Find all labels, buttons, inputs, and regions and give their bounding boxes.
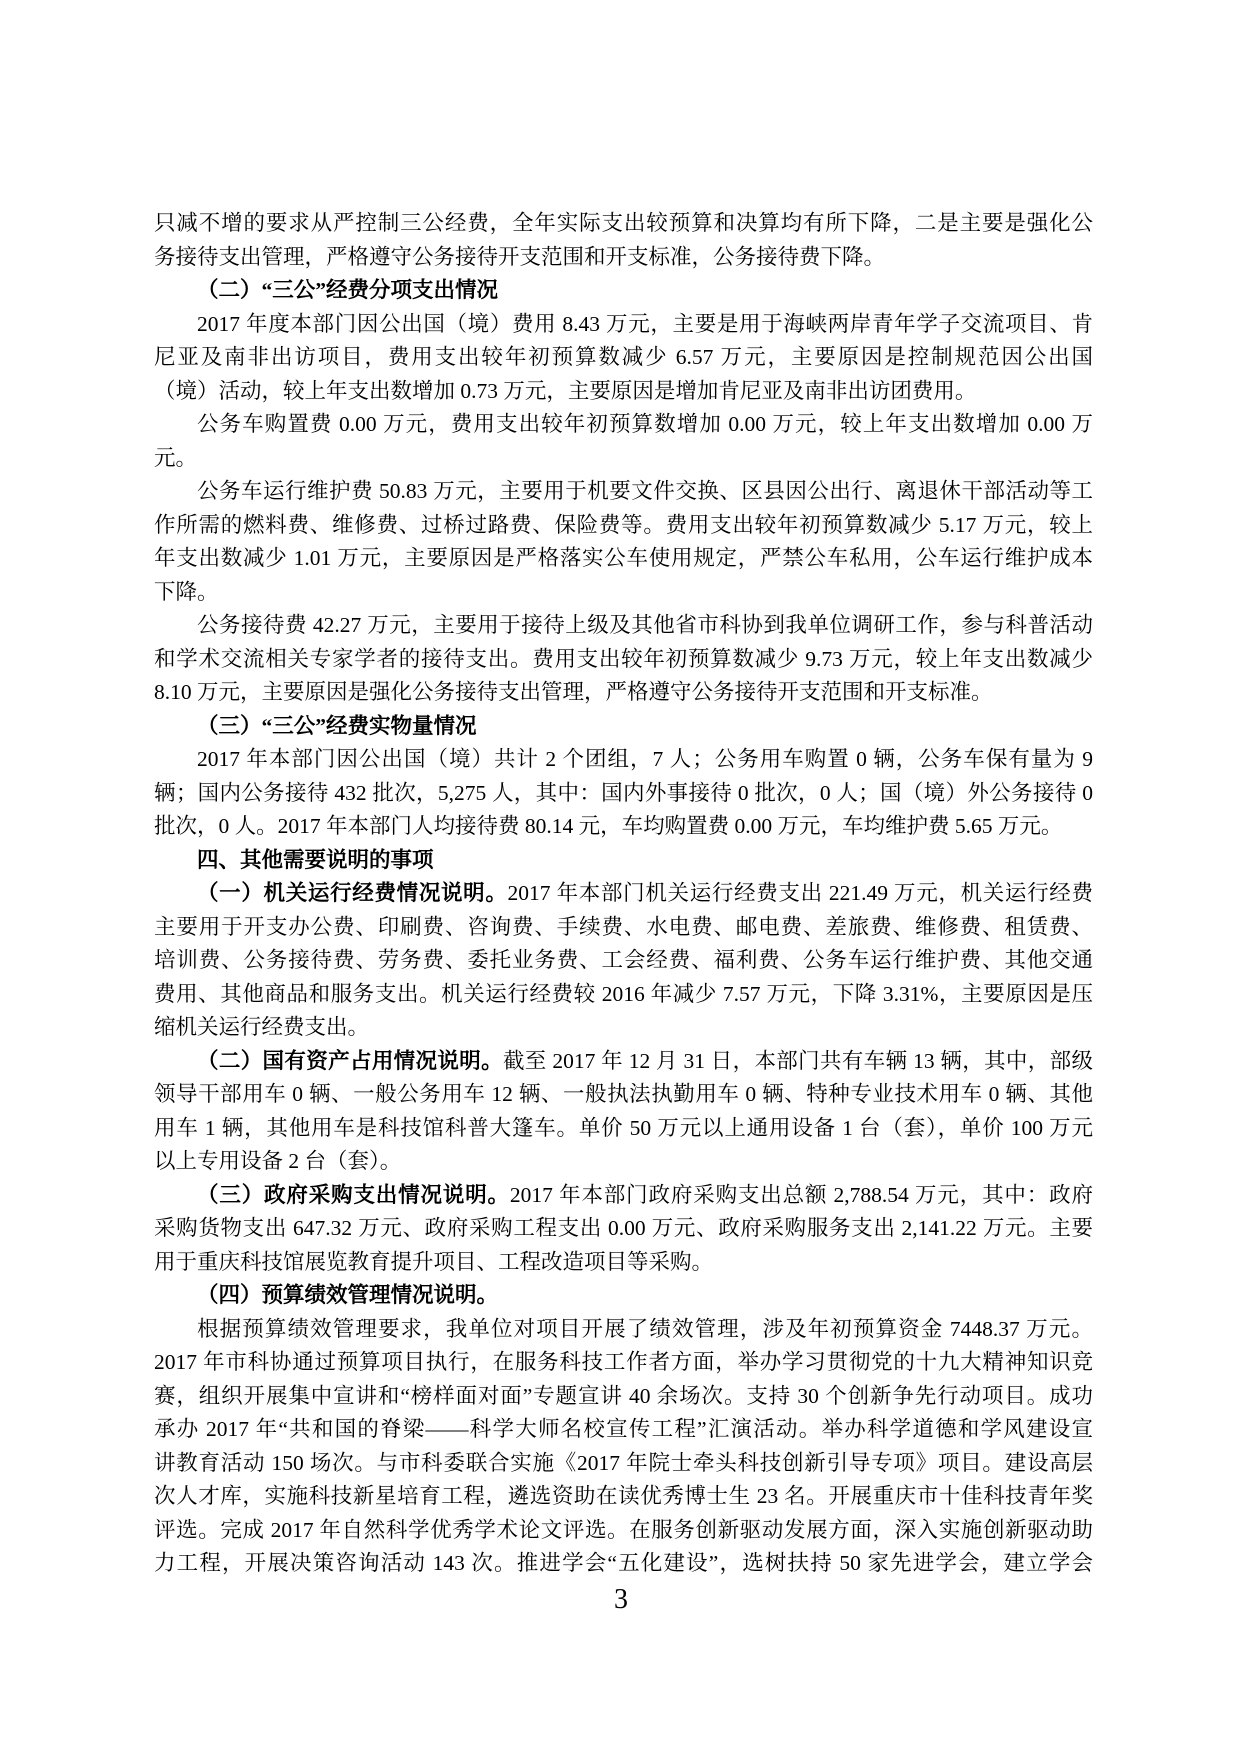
paragraph	[154, 877, 1093, 1045]
paragraph	[154, 408, 1093, 475]
paragraph-line: 采购货物支出 647.32 万元、政府采购工程支出 0.00 万元、政府采购服务支出 2,141.22 万元。主要	[154, 1216, 1093, 1240]
paragraph-line: 根据预算绩效管理要求，我单位对项目开展了绩效管理，涉及年初预算资金 7448.37 万元。	[197, 1316, 1093, 1341]
paragraph-line	[154, 1179, 1093, 1213]
paragraph	[154, 475, 1093, 609]
paragraph-line: 力工程，开展决策咨询活动 143 次。推进学会“五化建设”，选树扶持 50 家先进学会，建立学会	[154, 1551, 1093, 1575]
paragraph-line: 务接待支出管理，严格遵守公务接待开支范围和开支标准，公务接待费下降。	[154, 244, 886, 269]
document-body	[154, 207, 1093, 1581]
paragraph-line: 元。	[154, 445, 198, 470]
paragraph-line: 承办 2017 年“共和国的脊梁——科学大师名校宣传工程”汇演活动。举办科学道德和学风建设宣	[154, 1417, 1093, 1441]
paragraph-line	[154, 1045, 1093, 1079]
paragraph-line: （境）活动，较上年支出数增加 0.73 万元，主要原因是增加肯尼亚及南非出访团费用。	[154, 378, 977, 403]
subsection-lead: （二）国有资产占用情况说明。	[197, 1048, 503, 1073]
section-heading: （四）预算绩效管理情况说明。	[197, 1283, 499, 1307]
paragraph	[154, 1045, 1093, 1179]
paragraph-line: 培训费、公务接待费、劳务费、委托业务费、工会经费、福利费、公务车运行维护费、其他交通	[154, 948, 1093, 972]
paragraph-line	[154, 877, 1093, 911]
paragraph-line: 以上专用设备 2 台（套）。	[154, 1149, 402, 1173]
paragraph	[154, 207, 1093, 274]
section-heading: 四、其他需要说明的事项	[197, 847, 434, 872]
paragraph	[154, 1179, 1093, 1280]
paragraph-line: 批次，0 人。2017 年本部门人均接待费 80.14 元，车均购置费 0.00 万元，车均维护费 5.65 万元。	[154, 814, 1063, 838]
paragraph-line: 赛，组织开展集中宣讲和“榜样面对面”专题宣讲 40 余场次。支持 30 个创新争先行动项目。成功	[154, 1383, 1093, 1408]
paragraph-line: 用车 1 辆，其他用车是科技馆科普大篷车。单价 50 万元以上通用设备 1 台（套），单价 100 万元	[154, 1115, 1093, 1140]
line-text: 2017 年本部门机关运行经费支出 221.49 万元，机关运行经费	[507, 881, 1093, 905]
paragraph-line: 评选。完成 2017 年自然科学优秀学术论文评选。在服务创新驱动发展方面，深入实施创新驱动助	[154, 1517, 1093, 1542]
paragraph-line: 尼亚及南非出访项目，费用支出较年初预算数减少 6.57 万元，主要原因是控制规范因公出国	[154, 345, 1093, 369]
line-text: 2017 年本部门政府采购支出总额 2,788.54 万元，其中：政府	[509, 1182, 1093, 1207]
paragraph-line: 讲教育活动 150 场次。与市科委联合实施《2017 年院士牵头科技创新引导专项》项目。建设高层	[154, 1450, 1093, 1475]
paragraph	[154, 1313, 1093, 1581]
section-heading: （三）“三公”经费实物量情况	[197, 713, 477, 738]
line-text: 截至 2017 年 12 月 31 日，本部门共有车辆 13 辆，其中，部级	[502, 1048, 1093, 1073]
subsection-lead: （三）政府采购支出情况说明。	[197, 1182, 510, 1207]
paragraph-line: 辆；国内公务接待 432 批次，5,275 人，其中：国内外事接待 0 批次，0 人；国（境）外公务接待 0	[154, 780, 1093, 805]
paragraph-line: 公务车运行维护费 50.83 万元，主要用于机要文件交换、区县因公出行、离退休干部活动等工	[197, 479, 1093, 503]
paragraph-line: 8.10 万元，主要原因是强化公务接待支出管理，严格遵守公务接待开支范围和开支标准。	[154, 680, 993, 704]
paragraph-line: 2017 年市科协通过预算项目执行，在服务科技工作者方面，举办学习贯彻党的十九大精神知识竞	[154, 1350, 1093, 1374]
page-number: 3	[614, 1584, 628, 1615]
subsection-lead: （一）机关运行经费情况说明。	[197, 881, 508, 905]
paragraph-line: 领导干部用车 0 辆、一般公务用车 12 辆、一般执法执勤用车 0 辆、特种专业技术用车 0 辆、其他	[154, 1082, 1093, 1106]
paragraph	[154, 609, 1093, 710]
paragraph-line: 公务接待费 42.27 万元，主要用于接待上级及其他省市科协到我单位调研工作，参与科普活动	[197, 613, 1093, 637]
paragraph-line: 下降。	[154, 579, 219, 604]
paragraph-line: 用于重庆科技馆展览教育提升项目、工程改造项目等采购。	[154, 1249, 714, 1274]
paragraph-line: 只减不增的要求从严控制三公经费，全年实际支出较预算和决算均有所下降，二是主要是强化公	[154, 211, 1093, 235]
paragraph	[154, 743, 1093, 844]
paragraph-line: 作所需的燃料费、维修费、过桥过路费、保险费等。费用支出较年初预算数减少 5.17 万元，较上	[154, 512, 1093, 537]
section-heading: （二）“三公”经费分项支出情况	[197, 278, 499, 302]
paragraph-line: 主要用于开支办公费、印刷费、咨询费、手续费、水电费、邮电费、差旅费、维修费、租赁费、	[154, 914, 1093, 939]
paragraph-line: 公务车购置费 0.00 万元，费用支出较年初预算数增加 0.00 万元，较上年支出数增加 0.00 万	[197, 412, 1093, 436]
paragraph-line: 年支出数减少 1.01 万元，主要原因是严格落实公车使用规定，严禁公车私用，公车运行维护成本	[154, 546, 1093, 570]
paragraph-line: 2017 年本部门因公出国（境）共计 2 个团组，7 人；公务用车购置 0 辆，公务车保有量为 9	[197, 747, 1093, 771]
paragraph-line: 次人才库，实施科技新星培育工程，遴选资助在读优秀博士生 23 名。开展重庆市十佳科技青年奖	[154, 1484, 1093, 1508]
paragraph-line: 缩机关运行经费支出。	[154, 1015, 370, 1039]
paragraph-line: 和学术交流相关专家学者的接待支出。费用支出较年初预算数减少 9.73 万元，较上年支出数减少	[154, 646, 1093, 671]
paragraph-line: 2017 年度本部门因公出国（境）费用 8.43 万元，主要是用于海峡两岸青年学子交流项目、肯	[197, 311, 1093, 336]
paragraph	[154, 308, 1093, 409]
paragraph-line: 费用、其他商品和服务支出。机关运行经费较 2016 年减少 7.57 万元，下降 3.31%，主要原因是压	[154, 981, 1093, 1006]
